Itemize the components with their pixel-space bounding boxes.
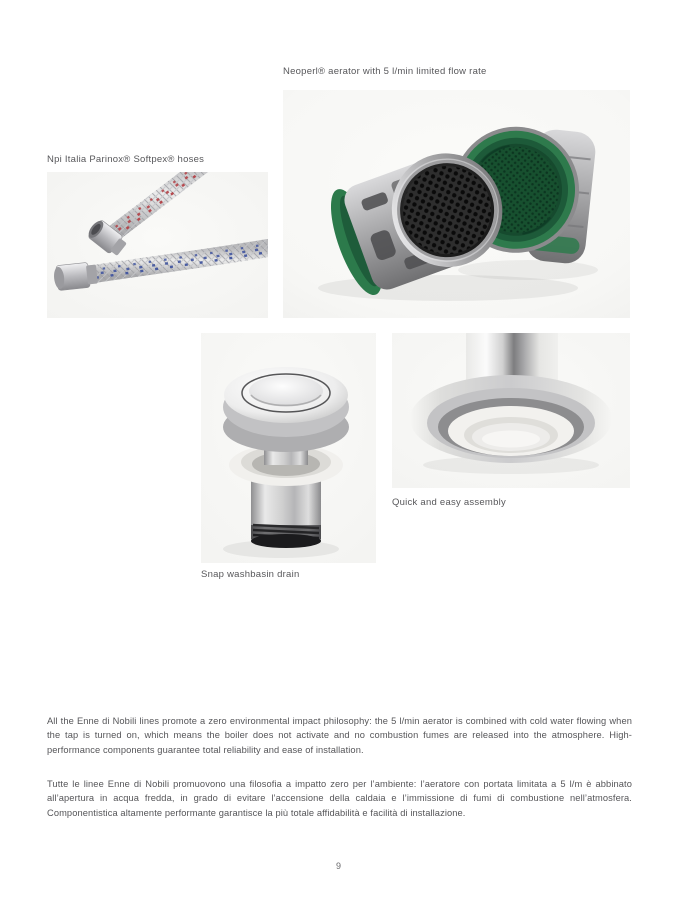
- drain-cap: [223, 367, 349, 452]
- paragraph-english: All the Enne di Nobili lines promote a zero environmental impact philosophy: the 5 l/min aerator is combined with cold water flowing when the tap is turned on, which means the boiler does not activate and no combustion fumes are released into the atmosphere. High-performance components guarantee total reliability and ease of installation.: [47, 716, 632, 755]
- drain-photo: [201, 333, 376, 563]
- drain-illustration: [201, 333, 376, 563]
- assembly-photo: [392, 333, 630, 488]
- caption-assembly: Quick and easy assembly: [392, 497, 506, 508]
- caption-drain: Snap washbasin drain: [201, 569, 300, 580]
- aerators-photo: [283, 90, 630, 318]
- hoses-illustration: [47, 172, 268, 318]
- paragraph-italian: Tutte le linee Enne di Nobili promuovono una filosofia a impatto zero per l’ambiente: l’aeratore con portata limitata a 5 l/m è abbinato all’apertura in acqua fredda, in grado di evitare l’accensione della caldaia e l’immissione di fumi di combustione nell’atmosfera. Componentistica altamente performante garantisce la più totale affidabilità e facilità di installazione.: [47, 779, 632, 818]
- caption-aerator: Neoperl® aerator with 5 l/min limited flow rate: [283, 66, 487, 77]
- aerators-illustration: [283, 90, 630, 318]
- hoses-photo: [47, 172, 268, 318]
- caption-hoses: Npi Italia Parinox® Softpex® hoses: [47, 154, 205, 165]
- page-number: 9: [335, 861, 341, 871]
- white-aerator-housing: [448, 406, 574, 456]
- assembly-illustration: [392, 333, 630, 488]
